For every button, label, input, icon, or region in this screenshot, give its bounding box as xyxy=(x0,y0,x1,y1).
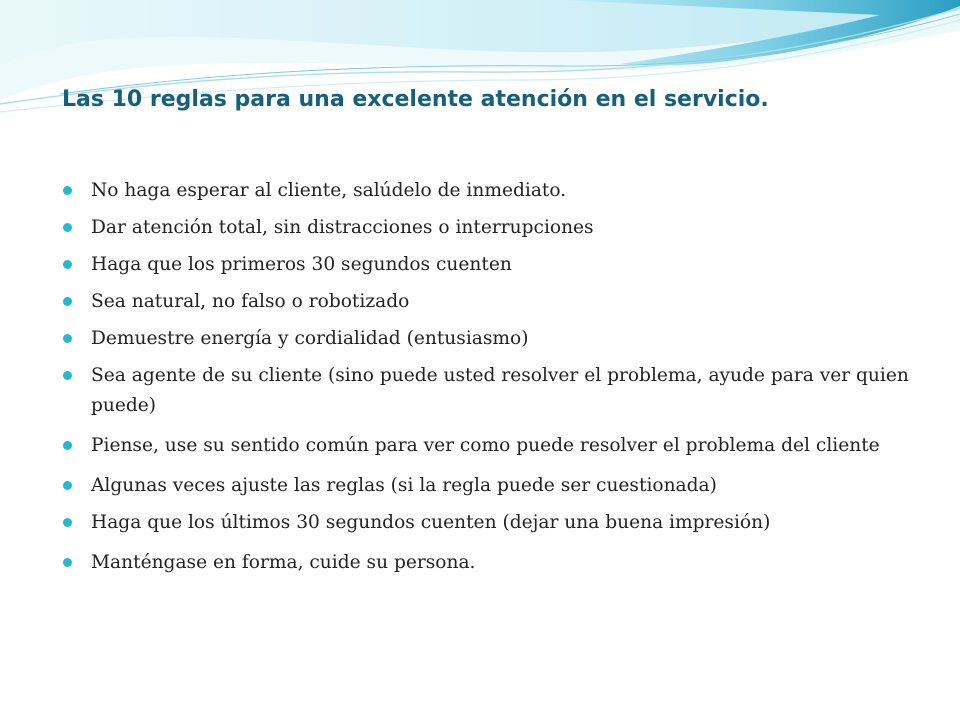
bullet-icon xyxy=(63,518,72,527)
list-item xyxy=(60,431,920,461)
list-item xyxy=(60,176,920,206)
bullet-icon xyxy=(63,334,72,343)
list-item xyxy=(60,324,920,354)
list-item xyxy=(60,361,920,421)
slide-title: Las 10 reglas para una excelente atención en el servicio. xyxy=(62,87,769,112)
bullet-icon xyxy=(63,223,72,232)
list-item-text: Sea agente de su cliente (sino puede usted resolver el problema, ayude para ver quien puede) xyxy=(91,365,909,416)
list-item xyxy=(60,471,920,501)
list-item-text: Sea natural, no falso o robotizado xyxy=(91,291,410,312)
list-item-text: Piense, use su sentido común para ver como puede resolver el problema del cliente xyxy=(91,435,880,456)
list-item-text: Haga que los últimos 30 segundos cuenten (dejar una buena impresión) xyxy=(91,512,771,533)
list-item-text: Manténgase en forma, cuide su persona. xyxy=(91,552,476,573)
list-item xyxy=(60,287,920,317)
list-item xyxy=(60,213,920,243)
bullet-icon xyxy=(63,186,72,195)
list-item-text: Algunas veces ajuste las reglas (si la regla puede ser cuestionada) xyxy=(91,475,717,496)
list-item-text: Demuestre energía y cordialidad (entusiasmo) xyxy=(91,328,529,349)
list-item xyxy=(60,250,920,280)
bullet-icon xyxy=(63,371,72,380)
bullet-list xyxy=(60,176,920,585)
bullet-icon xyxy=(63,297,72,306)
bullet-icon xyxy=(63,558,72,567)
list-item-text: Dar atención total, sin distracciones o interrupciones xyxy=(91,217,594,238)
list-item xyxy=(60,508,920,538)
list-item xyxy=(60,548,920,578)
bullet-icon xyxy=(63,481,72,490)
bullet-icon xyxy=(63,260,72,269)
list-item-text: Haga que los primeros 30 segundos cuenten xyxy=(91,254,512,275)
bullet-icon xyxy=(63,441,72,450)
list-item-text: No haga esperar al cliente, salúdelo de inmediato. xyxy=(91,180,567,201)
